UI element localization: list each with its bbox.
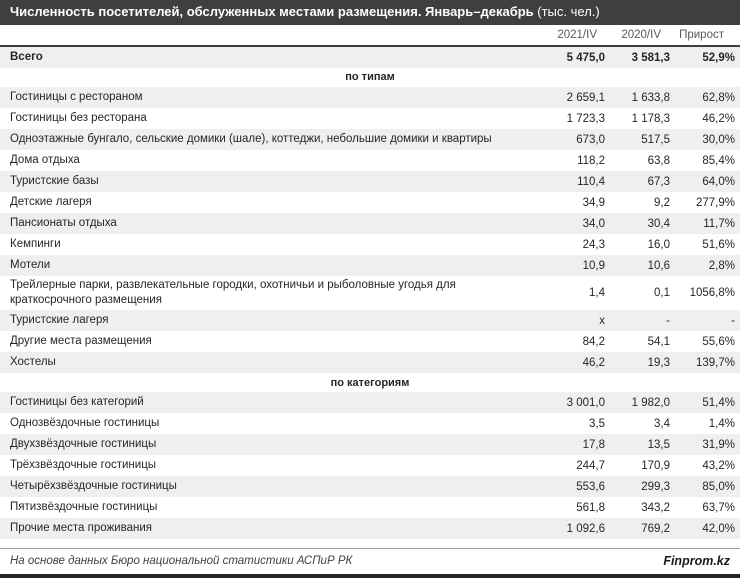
title-bar [0, 0, 740, 25]
value-2020: 299,3 [641, 480, 670, 493]
table-row [0, 413, 740, 434]
value-2020: 67,3 [647, 175, 670, 188]
page-title: Численность посетителей, обслуженных местами размещения. Январь–декабрь [10, 4, 534, 19]
row-label: Однозвёздочные гостиницы [10, 417, 160, 430]
value-2021: 24,3 [582, 238, 605, 251]
value-2020: 19,3 [647, 356, 670, 369]
value-growth: 1,4% [708, 417, 735, 430]
section-header-label: по категориям [330, 376, 410, 389]
table-row [0, 331, 740, 352]
table-row [0, 455, 740, 476]
value-2020: 63,8 [647, 154, 670, 167]
value-2020: 1 633,8 [631, 91, 670, 104]
value-2021: 553,6 [576, 480, 605, 493]
value-2020: 170,9 [641, 459, 670, 472]
value-2021: 1 092,6 [566, 522, 605, 535]
row-label: Пансионаты отдыха [10, 216, 117, 229]
value-2021: 1 723,3 [566, 112, 605, 125]
value-2021: 5 475,0 [566, 51, 605, 64]
footer [0, 548, 740, 578]
value-2021: 84,2 [582, 335, 605, 348]
value-growth: 55,6% [702, 335, 735, 348]
row-label: Всего [10, 50, 43, 63]
value-growth: 2,8% [708, 259, 735, 272]
value-2021: 1,4 [589, 287, 605, 300]
table-body [0, 47, 740, 539]
row-label: Гостиницы без категорий [10, 396, 144, 409]
value-2020: 343,2 [641, 501, 670, 514]
row-label: Детские лагеря [10, 195, 92, 208]
value-growth: 51,4% [702, 396, 735, 409]
row-label: Дома отдыха [10, 153, 80, 166]
value-growth: - [731, 314, 735, 327]
table-row [0, 192, 740, 213]
table-row [0, 392, 740, 413]
table-row [0, 129, 740, 150]
value-2020: 517,5 [641, 133, 670, 146]
value-2021: 110,4 [577, 175, 605, 188]
row-label: Пятизвёздочные гостиницы [10, 501, 158, 514]
row-label: Прочие места проживания [10, 522, 152, 535]
value-2021: 3,5 [589, 417, 605, 430]
table-row [0, 276, 740, 310]
value-2020: - [666, 314, 670, 327]
value-2021: 118,2 [577, 154, 605, 167]
value-2021: 34,9 [582, 196, 605, 209]
value-2021: 673,0 [576, 133, 605, 146]
value-growth: 63,7% [702, 501, 735, 514]
row-label: Туристские лагеря [10, 314, 109, 327]
value-growth: 46,2% [702, 112, 735, 125]
table-row [0, 171, 740, 192]
value-2020: 9,2 [654, 196, 670, 209]
table-row [0, 234, 740, 255]
value-growth: 31,9% [702, 438, 735, 451]
row-label: Хостелы [10, 356, 56, 369]
row-label: Четырёхзвёздочные гостиницы [10, 480, 177, 493]
value-2020: 3 581,3 [631, 51, 670, 64]
table-row [0, 434, 740, 455]
table-row [0, 150, 740, 171]
table-row [0, 255, 740, 276]
table-row [0, 518, 740, 539]
value-growth: 30,0% [702, 133, 735, 146]
value-2020: 1 178,3 [631, 112, 670, 125]
column-header-2020: 2020/IV [621, 29, 661, 41]
row-label: Трейлерные парки, развлекательные городки, охотничьи и рыболовные угодья для краткосрочного размещения [10, 279, 456, 307]
section-header-row [0, 373, 740, 392]
table-row [0, 352, 740, 373]
column-header-row [0, 25, 740, 47]
brand-watermark: Finprom.kz [663, 554, 730, 568]
value-2021: х [599, 314, 605, 327]
value-growth: 11,7% [703, 217, 735, 230]
table-row [0, 108, 740, 129]
row-label: Другие места размещения [10, 335, 152, 348]
row-label: Мотели [10, 258, 51, 271]
value-2020: 3,4 [654, 417, 670, 430]
table-row [0, 476, 740, 497]
table-row [0, 213, 740, 234]
total-row [0, 47, 740, 68]
value-growth: 277,9% [695, 196, 735, 209]
value-growth: 85,4% [702, 154, 735, 167]
table-row [0, 87, 740, 108]
value-growth: 64,0% [702, 175, 735, 188]
value-2020: 16,0 [647, 238, 670, 251]
column-header-growth: Прирост [679, 29, 724, 41]
value-growth: 42,0% [702, 522, 735, 535]
table-row [0, 497, 740, 518]
value-2021: 244,7 [576, 459, 605, 472]
row-label: Гостиницы с рестораном [10, 90, 143, 103]
value-2020: 0,1 [654, 287, 670, 300]
value-growth: 1056,8% [689, 287, 735, 300]
value-growth: 62,8% [702, 91, 735, 104]
row-label: Туристские базы [10, 174, 99, 187]
value-2020: 30,4 [647, 217, 670, 230]
value-2020: 1 982,0 [631, 396, 670, 409]
value-2021: 561,8 [576, 501, 605, 514]
value-2021: 17,8 [582, 438, 605, 451]
table-row [0, 310, 740, 331]
row-label: Одноэтажные бунгало, сельские домики (шале), коттеджи, небольшие домики и квартиры [10, 132, 492, 145]
value-2020: 13,5 [647, 438, 670, 451]
row-label: Гостиницы без ресторана [10, 111, 147, 124]
value-2020: 54,1 [647, 335, 670, 348]
section-header-label: по типам [345, 71, 395, 84]
row-label: Кемпинги [10, 237, 61, 250]
value-2020: 10,6 [647, 259, 670, 272]
page-title-units: (тыс. чел.) [533, 4, 600, 19]
value-2021: 2 659,1 [566, 91, 605, 104]
column-header-2021: 2021/IV [557, 29, 597, 41]
value-2021: 3 001,0 [566, 396, 605, 409]
value-growth: 139,7% [695, 356, 735, 369]
row-label: Двухзвёздочные гостиницы [10, 438, 157, 451]
row-label: Трёхзвёздочные гостиницы [10, 459, 157, 472]
value-2021: 10,9 [582, 259, 605, 272]
data-source-note: На основе данных Бюро национальной статистики АСПиР РК [10, 555, 353, 567]
section-header-row [0, 68, 740, 87]
value-2021: 46,2 [582, 356, 605, 369]
value-growth: 52,9% [702, 51, 735, 64]
value-growth: 43,2% [702, 459, 735, 472]
value-2020: 769,2 [641, 522, 670, 535]
value-growth: 85,0% [702, 480, 735, 493]
value-growth: 51,6% [702, 238, 735, 251]
value-2021: 34,0 [582, 217, 605, 230]
